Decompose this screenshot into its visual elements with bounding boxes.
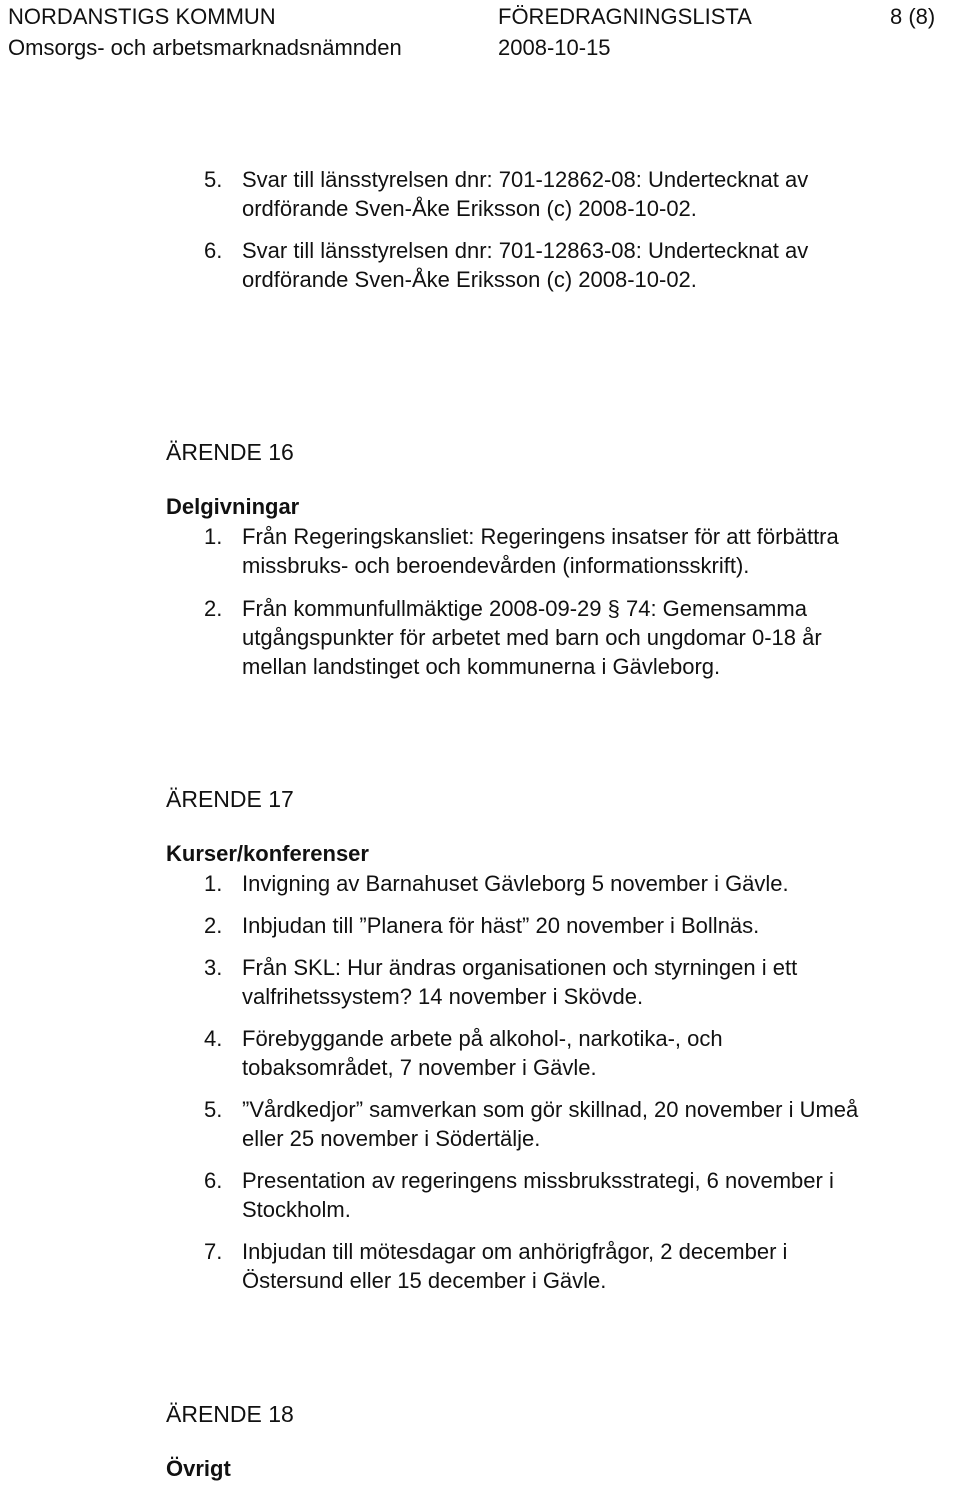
item-text-line: Svar till länsstyrelsen dnr: 701-12863-08: Undertecknat av [242,238,809,263]
list-item [204,236,954,294]
board-name: Omsorgs- och arbetsmarknadsnämnden [8,35,402,60]
item-text-line: Östersund eller 15 december i Gävle. [242,1268,607,1293]
continued-item-list [204,165,954,294]
item-text-line: ”Vårdkedjor” samverkan som gör skillnad, 20 november i Umeå [242,1097,859,1122]
delgivningar-list [204,522,954,681]
list-item [204,522,954,580]
item-number: 1. [204,524,223,549]
list-item [204,594,954,681]
item-text-line: Invigning av Barnahuset Gävleborg 5 november i Gävle. [242,871,789,896]
item-text-line: valfrihetssystem? 14 november i Skövde. [242,984,644,1009]
item-text-line: Från SKL: Hur ändras organisationen och styrningen i ett [242,955,798,980]
item-text-line: Svar till länsstyrelsen dnr: 701-12862-08: Undertecknat av [242,167,809,192]
item-number: 2. [204,913,223,938]
document-date: 2008-10-15 [498,35,611,60]
item-number: 5. [204,167,223,192]
list-item [204,165,954,223]
list-item [204,911,954,940]
item-number: 4. [204,1026,223,1051]
item-number: 6. [204,1168,223,1193]
item-number: 1. [204,871,223,896]
item-number: 3. [204,955,223,980]
section-subheading-ovrigt: Övrigt [166,1456,231,1481]
list-item [204,953,954,1011]
section-subheading-delgivningar: Delgivningar [166,494,300,519]
item-text-line: mellan landstinget och kommunerna i Gävleborg. [242,654,721,679]
page-number: 8 (8) [890,4,936,29]
item-text-line: missbruks- och beroendevården (informationsskrift). [242,553,750,578]
item-text-line: Stockholm. [242,1197,351,1222]
list-item [204,1095,954,1153]
document-title: FÖREDRAGNINGSLISTA [498,4,752,29]
section-heading-arende-17: ÄRENDE 17 [166,786,294,812]
list-item [204,869,954,898]
section-heading-arende-16: ÄRENDE 16 [166,439,294,465]
item-text-line: tobaksområdet, 7 november i Gävle. [242,1055,597,1080]
section-subheading-kurser-konferenser: Kurser/konferenser [166,841,369,866]
organization-name: NORDANSTIGS KOMMUN [8,4,276,29]
item-text-line: Inbjudan till ”Planera för häst” 20 november i Bollnäs. [242,913,760,938]
kurser-konferenser-list [204,869,954,1295]
list-item [204,1166,954,1224]
item-text-line: eller 25 november i Södertälje. [242,1126,541,1151]
list-item [204,1237,954,1295]
item-text-line: Från Regeringskansliet: Regeringens insatser för att förbättra [242,524,839,549]
item-number: 7. [204,1239,223,1264]
item-number: 6. [204,238,223,263]
item-number: 2. [204,596,223,621]
item-text-line: ordförande Sven-Åke Eriksson (c) 2008-10-02. [242,267,697,292]
item-text-line: utgångspunkter för arbetet med barn och ungdomar 0-18 år [242,625,822,650]
item-text-line: Inbjudan till mötesdagar om anhörigfrågor, 2 december i [242,1239,788,1264]
section-heading-arende-18: ÄRENDE 18 [166,1401,294,1427]
item-text-line: Från kommunfullmäktige 2008-09-29 § 74: Gemensamma [242,596,807,621]
item-text-line: ordförande Sven-Åke Eriksson (c) 2008-10-02. [242,196,697,221]
list-item [204,1024,954,1082]
item-text-line: Förebyggande arbete på alkohol-, narkotika-, och [242,1026,723,1051]
item-number: 5. [204,1097,223,1122]
item-text-line: Presentation av regeringens missbruksstrategi, 6 november i [242,1168,834,1193]
